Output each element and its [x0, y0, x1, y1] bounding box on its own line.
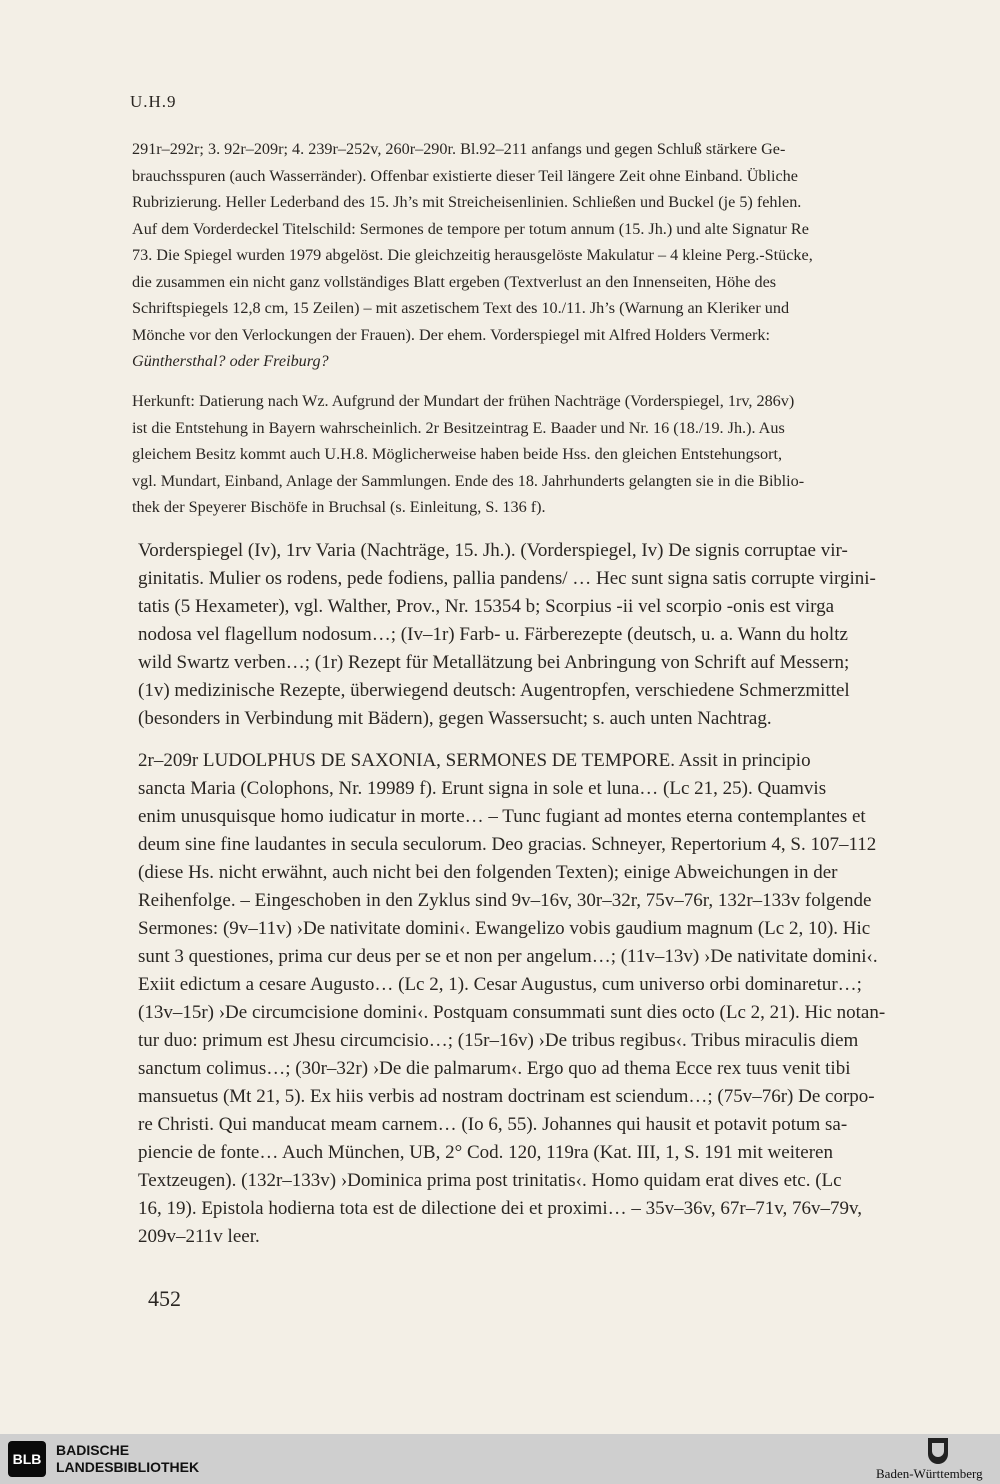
- blb-logo-icon[interactable]: BLB: [8, 1441, 46, 1477]
- text-line: piencie de fonte… Auch München, UB, 2° Cod. 120, 119ra (Kat. III, 1, S. 191 mit weiteren: [138, 1142, 833, 1163]
- running-head: U.H.9: [130, 92, 177, 111]
- text-line: 209v–211v leer.: [138, 1226, 260, 1247]
- text-line: thek der Speyerer Bischöfe in Bruchsal (s. Einleitung, S. 136 f).: [132, 498, 546, 516]
- text-line: Mönche vor den Verlockungen der Frauen). Der ehem. Vorderspiegel mit Alfred Holders Vermerk:: [132, 325, 771, 344]
- text-line: vgl. Mundart, Einband, Anlage der Sammlungen. Ende des 18. Jahrhunderts gelangten sie in die Biblio-: [132, 471, 805, 490]
- text-line: (diese Hs. nicht erwähnt, auch nicht bei den folgenden Texten); einige Abweichungen in der: [138, 862, 838, 883]
- text-line: Auf dem Vorderdeckel Titelschild: Sermones de tempore per totum annum (15. Jh.) und alte Signatur Re: [132, 219, 809, 238]
- state-crest-icon: [928, 1438, 948, 1464]
- page-number: 452: [148, 1286, 181, 1311]
- library-name-line1: BADISCHE: [56, 1442, 130, 1458]
- text-line: nodosa vel flagellum nodosum…; (Iv–1r) Farb- u. Färberezepte (deutsch, u. a. Wann du holtz: [138, 624, 848, 645]
- text-line: Textzeugen). (132r–133v) ›Dominica prima post trinitatis‹. Homo quidam erat dives etc. (Lc: [138, 1170, 842, 1191]
- text-line: Vorderspiegel (Iv), 1rv Varia (Nachträge, 15. Jh.). (Vorderspiegel, Iv) De signis corruptae vir-: [138, 540, 848, 561]
- text-line: 16, 19). Epistola hodierna tota est de dilectione dei et proximi… – 35v–36v, 67r–71v, 76v–79v,: [138, 1198, 862, 1219]
- text-line: Herkunft: Datierung nach Wz. Aufgrund der Mundart der frühen Nachträge (Vorderspiegel, 1rv, 286v): [132, 392, 795, 410]
- text-line: (besonders in Verbindung mit Bädern), gegen Wassersucht; s. auch unten Nachtrag.: [138, 708, 772, 729]
- text-line: 291r–292r; 3. 92r–209r; 4. 239r–252v, 260r–290r. Bl.92–211 anfangs und gegen Schluß stärkere Ge-: [132, 140, 786, 158]
- library-footer: [0, 1434, 1000, 1484]
- text-line: sanctum colimus…; (30r–32r) ›De die palmarum‹. Ergo quo ad thema Ecce rex tuus venit tibi: [138, 1058, 851, 1079]
- text-line: Rubrizierung. Heller Lederband des 15. Jh’s mit Streicheisenlinien. Schließen und Buckel (je 5) fehlen.: [132, 193, 802, 211]
- library-name[interactable]: [56, 1442, 199, 1476]
- provenance-paragraph: [132, 388, 902, 521]
- text-line: deum sine fine laudantes in secula seculorum. Deo gracias. Schneyer, Repertorium 4, S. 107–112: [138, 834, 877, 855]
- text-line: Schriftspiegels 12,8 cm, 15 Zeilen) – mit aszetischem Text des 10./11. Jh’s (Warnung an Kleriker und: [132, 299, 790, 317]
- text-line: enim unusquisque homo iudicatur in morte… – Tunc fugiant ad montes eterna contemplantes et: [138, 806, 866, 827]
- text-line: (1v) medizinische Rezepte, überwiegend deutsch: Augentropfen, verschiedene Schmerzmittel: [138, 680, 850, 701]
- text-line: re Christi. Qui manducat meam carnem… (Io 6, 55). Johannes qui hausit et potavit potum sa-: [138, 1114, 848, 1135]
- text-line: die zusammen ein nicht ganz vollständiges Blatt ergeben (Textverlust an den Innenseiten, Höhe des: [132, 272, 777, 291]
- text-line: tatis (5 Hexameter), vgl. Walther, Prov., Nr. 15354 b; Scorpius -ii vel scorpio -onis est virga: [138, 596, 835, 617]
- library-name-line2: LANDESBIBLIOTHEK: [56, 1459, 200, 1475]
- vorderspiegel-paragraph: [138, 537, 910, 733]
- text-line: (13v–15r) ›De circumcisione domini‹. Postquam consummati sunt dies octo (Lc 2, 21). Hic notan-: [138, 1002, 886, 1023]
- text-line: Exiit edictum a cesare Augusto… (Lc 2, 1). Cesar Augustus, cum universo orbi dominaretur…;: [138, 974, 862, 995]
- state-name: Baden-Württemberg: [876, 1466, 983, 1481]
- text-line: Sermones: (9v–11v) ›De nativitate domini‹. Ewangelizo vobis gaudium magnum (Lc 2, 10). Hic: [138, 918, 871, 939]
- text-line: ist die Entstehung in Bayern wahrscheinlich. 2r Besitzeintrag E. Baader und Nr. 16 (18./19. Jh.). Aus: [132, 418, 785, 437]
- text-line: brauchsspuren (auch Wasserränder). Offenbar existierte dieser Teil längere Zeit ohne Einband. Übliche: [132, 166, 798, 185]
- text-line: sunt 3 questiones, prima cur deus per se et non per angelum…; (11v–13v) ›De nativitate domini‹.: [138, 946, 878, 967]
- text-line: 2r–209r LUDOLPHUS DE SAXONIA, SERMONES DE TEMPORE. Assit in principio: [138, 750, 811, 771]
- text-line: gleichem Besitz kommt auch U.H.8. Möglicherweise haben beide Hss. den gleichen Entstehungsort,: [132, 445, 783, 463]
- text-line: Günthersthal? oder Freiburg?: [132, 352, 329, 370]
- text-line: 73. Die Spiegel wurden 1979 abgelöst. Die gleichzeitig herausgelöste Makulatur – 4 kleine Perg.-Stücke,: [132, 246, 813, 264]
- description-paragraph: [132, 136, 902, 375]
- text-line: wild Swartz verben…; (1r) Rezept für Metallätzung bei Anbringung von Schrift auf Messern;: [138, 652, 850, 673]
- text-line: tur duo: primum est Jhesu circumcisio…; (15r–16v) ›De tribus regibus‹. Tribus miraculis diem: [138, 1030, 859, 1051]
- sermones-paragraph: [138, 747, 910, 1251]
- text-line: mansuetus (Mt 21, 5). Ex hiis verbis ad nostram doctrinam est sciendum…; (75v–76r) De corpo-: [138, 1086, 875, 1107]
- text-line: ginitatis. Mulier os rodens, pede fodiens, pallia pandens/ … Hec sunt signa satis corrupte virgini-: [138, 568, 876, 589]
- text-line: sancta Maria (Colophons, Nr. 19989 f). Erunt signa in sole et luna… (Lc 21, 25). Quamvis: [138, 778, 827, 799]
- text-line: Reihenfolge. – Eingeschoben in den Zyklus sind 9v–16v, 30r–32r, 75v–76r, 132r–133v folgende: [138, 890, 872, 911]
